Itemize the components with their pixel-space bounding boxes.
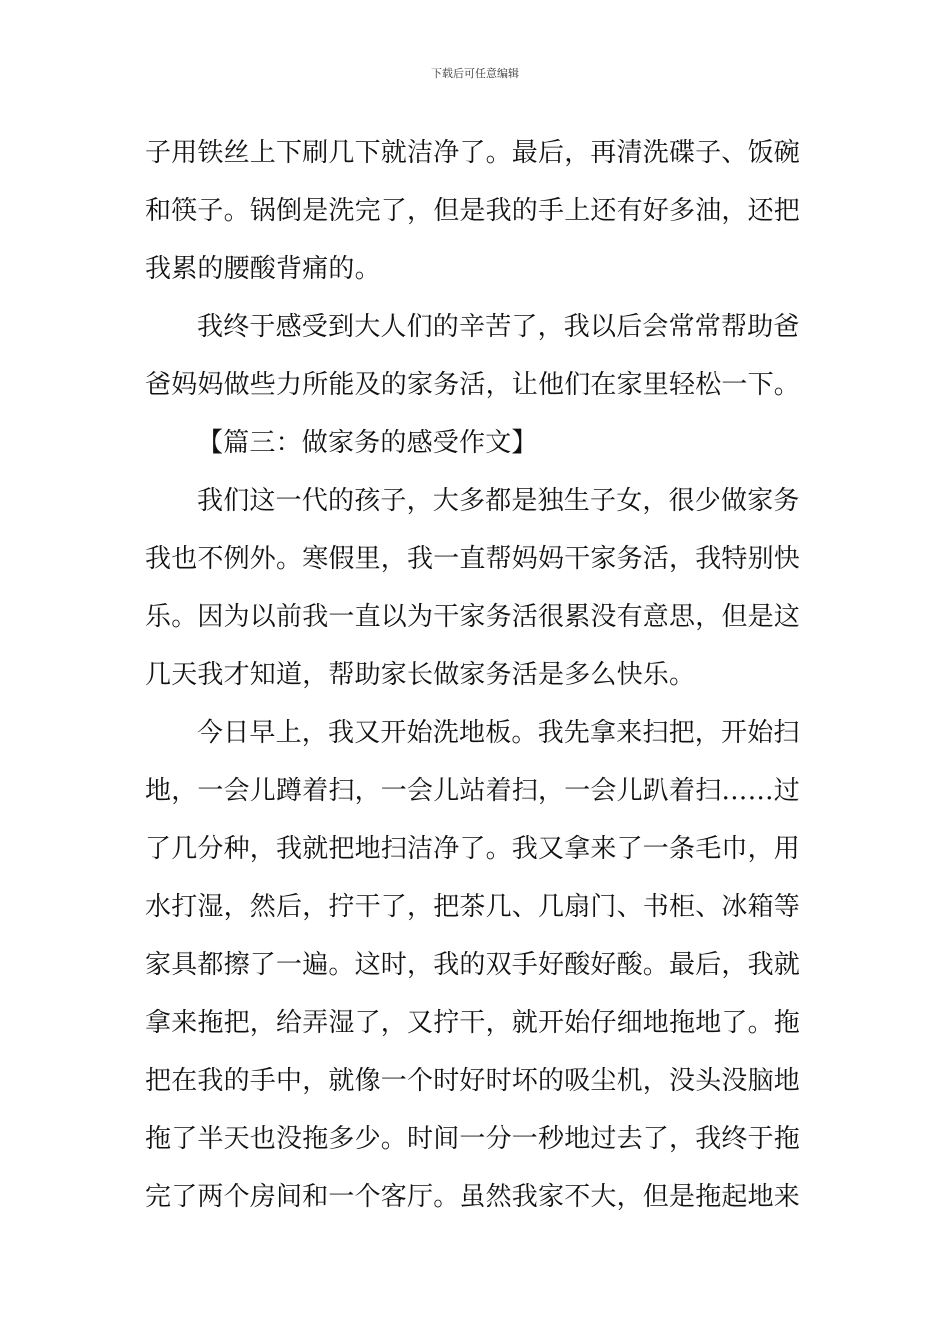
text-line: 家具都擦了一遍。这时，我的双手好酸好酸。最后，我就 xyxy=(145,950,801,980)
text-line: 几天我才知道，帮助家长做家务活是多么快乐。 xyxy=(145,660,696,690)
text-line: 我也不例外。寒假里，我一直帮妈妈干家务活，我特别快 xyxy=(145,544,801,574)
text-line: 乐。因为以前我一直以为干家务活很累没有意思，但是这 xyxy=(145,602,801,632)
text-line: 地，一会儿蹲着扫，一会儿站着扫，一会儿趴着扫……过 xyxy=(145,776,801,806)
text-line: 爸妈妈做些力所能及的家务活，让他们在家里轻松一下。 xyxy=(145,370,801,400)
text-line: 拖了半天也没拖多少。时间一分一秒地过去了，我终于拖 xyxy=(145,1124,801,1154)
page-header: 下载后可任意编辑 xyxy=(431,67,519,80)
text-line: 了几分种，我就把地扫洁净了。我又拿来了一条毛巾，用 xyxy=(145,834,801,864)
section-heading: 【篇三：做家务的感受作文】 xyxy=(197,428,538,458)
text-line: 和筷子。锅倒是洗完了，但是我的手上还有好多油，还把 xyxy=(145,196,801,226)
paragraph-start-line: 今日早上，我又开始洗地板。我先拿来扫把，开始扫 xyxy=(197,718,800,748)
paragraph-start-line: 我终于感受到大人们的辛苦了，我以后会常常帮助爸 xyxy=(197,312,800,342)
text-line: 水打湿，然后，拧干了，把茶几、几扇门、书柜、冰箱等 xyxy=(145,892,801,922)
text-line: 拿来拖把，给弄湿了，又拧干，就开始仔细地拖地了。拖 xyxy=(145,1008,801,1038)
text-line: 子用铁丝上下刷几下就洁净了。最后，再清洗碟子、饭碗 xyxy=(145,138,801,168)
text-line: 完了两个房间和一个客厅。虽然我家不大，但是拖起地来 xyxy=(145,1182,801,1212)
essay-body xyxy=(145,124,805,1226)
text-line: 我累的腰酸背痛的。 xyxy=(145,254,381,284)
text-line: 把在我的手中，就像一个时好时坏的吸尘机，没头没脑地 xyxy=(145,1066,801,1096)
paragraph-start-line: 我们这一代的孩子，大多都是独生子女，很少做家务 xyxy=(197,486,800,516)
